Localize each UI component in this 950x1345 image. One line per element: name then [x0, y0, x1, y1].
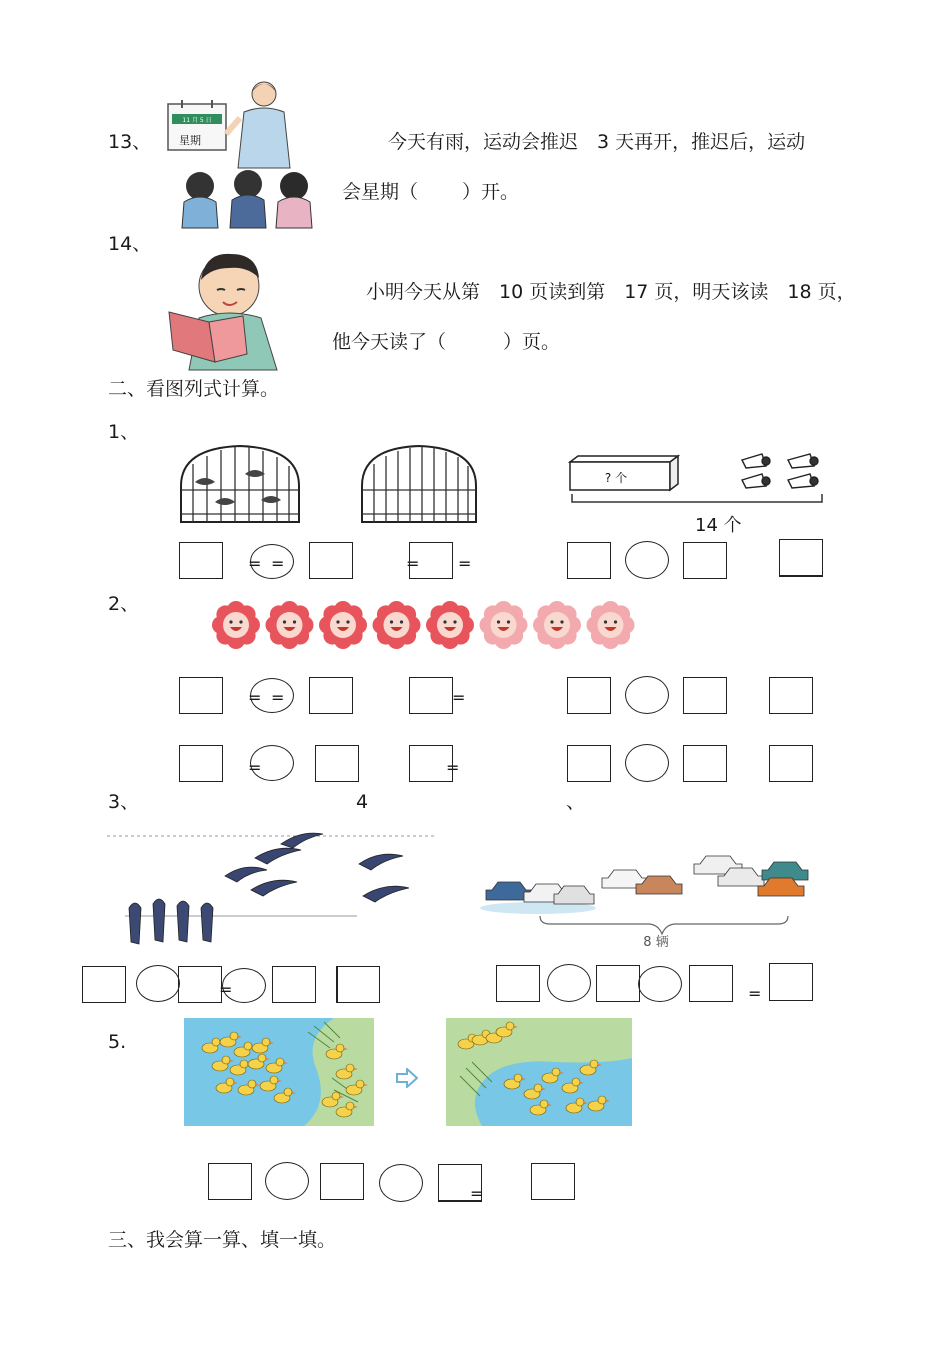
section-2-title: 二、看图列式计算。	[108, 378, 280, 400]
flower-icon	[480, 601, 528, 649]
p2-operator-circle-4[interactable]	[625, 744, 669, 782]
p2-answer-box-12[interactable]	[769, 745, 813, 782]
flower-icon	[533, 601, 581, 649]
teacher-calendar-illustration	[160, 78, 320, 230]
p4-answer-box-1[interactable]	[496, 965, 540, 1002]
ducks-pond-after-illustration	[446, 1018, 632, 1126]
equals-sign: =	[219, 980, 233, 999]
p5-operator-circle-1[interactable]	[265, 1162, 309, 1200]
p1-answer-box-4[interactable]	[567, 542, 611, 579]
p2-number: 2、	[108, 593, 140, 615]
p2-answer-box-6[interactable]	[769, 677, 813, 714]
p2-answer-box-11[interactable]	[683, 745, 727, 782]
birdcage-with-birds-icon	[175, 442, 305, 526]
cars-illustration	[478, 850, 823, 950]
p4-answer-box-2[interactable]	[596, 965, 640, 1002]
q13-text-line1: 今天有雨，运动会推迟 3 天再开，推迟后，运动	[388, 131, 806, 153]
p2-answer-box-2[interactable]	[309, 677, 353, 714]
flower-icon	[587, 601, 635, 649]
flower-icon	[426, 601, 474, 649]
empty-birdcage-icon	[356, 442, 482, 526]
equals-sign: =	[271, 688, 285, 707]
p3-answer-box-4[interactable]	[336, 966, 380, 1003]
flowers-row-illustration	[211, 600, 641, 650]
p1-answer-box-6[interactable]	[779, 539, 823, 577]
p1-answer-box-2[interactable]	[309, 542, 353, 579]
section-3-title: 三、我会算一算、填一填。	[108, 1229, 337, 1251]
calendar-date-text: 11 月 5 日	[182, 117, 212, 124]
p5-answer-box-1[interactable]	[208, 1163, 252, 1200]
p1-number: 1、	[108, 421, 140, 443]
p5-answer-box-2[interactable]	[320, 1163, 364, 1200]
box-unknown-label: ? 个	[604, 471, 628, 485]
p3-number: 3、	[108, 791, 140, 813]
flower-icon	[373, 601, 421, 649]
p2-answer-box-8[interactable]	[315, 745, 359, 782]
p2-answer-box-4[interactable]	[567, 677, 611, 714]
equals-sign: =	[248, 554, 262, 573]
p4-separator: 、	[566, 791, 586, 813]
equals-sign: =	[748, 984, 762, 1003]
p3-answer-box-1[interactable]	[82, 966, 126, 1003]
p4-number: 4	[356, 791, 369, 813]
p2-answer-box-10[interactable]	[567, 745, 611, 782]
p2-answer-box-1[interactable]	[179, 677, 223, 714]
p2-answer-box-5[interactable]	[683, 677, 727, 714]
p2-answer-box-7[interactable]	[179, 745, 223, 782]
equals-sign: =	[248, 688, 262, 707]
p5-number: 5.	[108, 1031, 127, 1053]
p4-answer-box-3[interactable]	[689, 965, 733, 1002]
p3-operator-circle-1[interactable]	[136, 965, 180, 1002]
boy-reading-illustration	[165, 246, 290, 372]
p3-answer-box-2[interactable]	[178, 966, 222, 1003]
p2-answer-box-3[interactable]	[409, 677, 453, 714]
p1-total-label: 14 个	[695, 515, 742, 536]
q14-number: 14、	[108, 233, 152, 255]
flower-icon	[266, 601, 314, 649]
p1-answer-box-1[interactable]	[179, 542, 223, 579]
p5-answer-box-4[interactable]	[531, 1163, 575, 1200]
calendar-weekday-text: 星期	[179, 134, 201, 147]
equals-sign: =	[248, 758, 262, 777]
p1-answer-box-5[interactable]	[683, 542, 727, 579]
swallows-illustration	[105, 824, 440, 950]
equals-sign: =	[452, 688, 466, 707]
equals-sign: =	[406, 554, 420, 573]
p4-operator-circle-2[interactable]	[638, 966, 682, 1002]
equals-sign: =	[271, 554, 285, 573]
p1-operator-circle-2[interactable]	[625, 541, 669, 579]
q14-text-line1: 小明今天从第 10 页读到第 17 页，明天该读 18 页，	[366, 281, 856, 303]
p4-operator-circle-1[interactable]	[547, 964, 591, 1002]
ducks-pond-before-illustration	[184, 1018, 374, 1126]
p2-operator-circle-2[interactable]	[625, 676, 669, 714]
q13-number: 13、	[108, 131, 152, 153]
q14-text-line2: 他今天读了（ ）页。	[332, 331, 561, 353]
shuttlecock-box-illustration	[566, 452, 828, 514]
p3-answer-box-3[interactable]	[272, 966, 316, 1003]
equals-sign: =	[470, 1184, 484, 1203]
p5-operator-circle-2[interactable]	[379, 1164, 423, 1202]
q13-text-line2: 会星期（ ）开。	[342, 181, 520, 203]
arrow-right-icon	[396, 1068, 418, 1088]
p4-answer-box-4[interactable]	[769, 963, 813, 1001]
flower-icon	[319, 601, 367, 649]
equals-sign: =	[446, 758, 460, 777]
equals-sign: =	[458, 554, 472, 573]
cars-total-label: 8 辆	[643, 935, 669, 950]
flower-icon	[212, 601, 260, 649]
